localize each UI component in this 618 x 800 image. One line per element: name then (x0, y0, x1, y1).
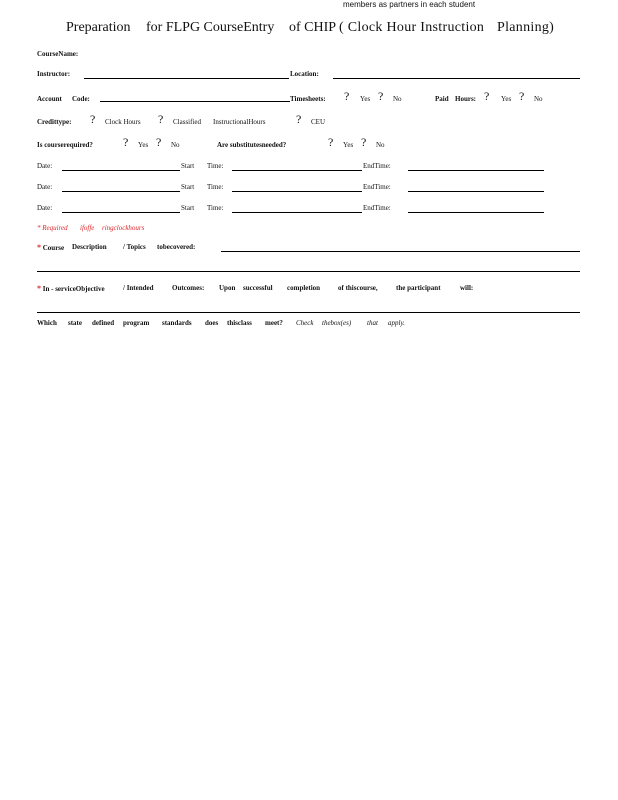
title-word: ( Clock Hour Instruction (339, 20, 485, 35)
date-label: Date: (37, 204, 53, 212)
standards-word: program (123, 319, 150, 327)
start-time-field[interactable] (232, 170, 362, 171)
timesheets-label: Timesheets: (290, 95, 326, 103)
cd-word: / Topics (123, 243, 146, 251)
obj-word: will: (460, 284, 474, 292)
instructor-label: Instructor: (37, 70, 71, 78)
title-word: for FLPG CourseEntry (146, 20, 275, 35)
end-time-label: EndTime: (363, 162, 391, 170)
option-label: Classified (173, 118, 201, 126)
course-required-yes-checkbox[interactable]: ? (123, 135, 129, 149)
objective-field[interactable] (37, 312, 580, 313)
title-word: Preparation (66, 20, 131, 35)
option-label: Yes (138, 141, 149, 149)
paid-hours-yes-checkbox[interactable]: ? (484, 89, 490, 103)
option-label: Clock Hours (105, 118, 141, 126)
option-label: CEU (311, 118, 325, 126)
top-note: members as partners in each student (343, 0, 476, 9)
obj-word: / Intended (123, 284, 154, 292)
start-time-field[interactable] (232, 191, 362, 192)
standards-word: state (68, 319, 82, 327)
classified-checkbox[interactable]: ? (158, 112, 164, 126)
required-star: * (37, 284, 41, 293)
required-word: Required (42, 224, 68, 232)
time-label: Time: (207, 183, 224, 191)
required-note (37, 224, 68, 232)
cd-word: Description (72, 243, 107, 251)
standards-italic-word: thebox(es) (322, 319, 352, 327)
standards-word: meet? (265, 319, 283, 327)
obj-word: completion (287, 284, 321, 292)
end-time-field[interactable] (408, 191, 544, 192)
date-field[interactable] (62, 191, 180, 192)
required-note-word: ifoffe (80, 224, 95, 232)
cd-word: Course (42, 244, 65, 252)
time-label: Time: (207, 204, 224, 212)
subs-needed-label: Are substitutesneeded? (217, 141, 287, 149)
end-time-field[interactable] (408, 212, 544, 213)
clock-hours-checkbox[interactable]: ? (90, 112, 96, 126)
end-time-field[interactable] (408, 170, 544, 171)
title-word: Planning) (497, 20, 555, 35)
course-required-label: Is courserequired? (37, 141, 93, 149)
obj-word: Upon (219, 284, 236, 292)
option-label: Yes (360, 95, 371, 103)
option-label: No (534, 95, 543, 103)
required-note-word: ringclockhours (102, 224, 145, 232)
paid-hours-no-checkbox[interactable]: ? (519, 89, 525, 103)
date-label: Date: (37, 183, 53, 191)
option-label: Yes (501, 95, 512, 103)
timesheets-no-checkbox[interactable]: ? (378, 89, 384, 103)
obj-word: Outcomes: (172, 284, 205, 292)
obj-word: the participant (396, 284, 441, 292)
obj-word: In - serviceObjective (42, 285, 105, 293)
end-time-label: EndTime: (363, 183, 391, 191)
standards-word: Which (37, 319, 57, 327)
standards-italic-word: Check (296, 319, 314, 327)
option-label: No (376, 141, 385, 149)
timesheets-yes-checkbox[interactable]: ? (344, 89, 350, 103)
account-code-field[interactable] (100, 101, 290, 102)
option-label: Yes (343, 141, 354, 149)
standards-italic-word: apply. (388, 319, 405, 327)
obj-word: successful (243, 284, 273, 292)
option-label: No (171, 141, 180, 149)
start-label: Start (181, 162, 195, 170)
title-word: of CHIP (289, 20, 337, 35)
subs-needed-yes-checkbox[interactable]: ? (328, 135, 334, 149)
option-label: No (393, 95, 402, 103)
date-field[interactable] (62, 170, 180, 171)
ceu-checkbox[interactable]: ? (296, 112, 302, 126)
standards-word: thisclass (227, 319, 252, 327)
option-label: InstructionalHours (213, 118, 266, 126)
course-required-no-checkbox[interactable]: ? (156, 135, 162, 149)
standards-word: defined (92, 319, 115, 327)
instructor-field[interactable] (84, 78, 289, 79)
course-description-field[interactable] (221, 251, 580, 252)
location-label: Location: (290, 70, 319, 78)
cd-word: tobecovered: (157, 243, 196, 251)
standards-italic-word: that (367, 319, 378, 327)
start-time-field[interactable] (232, 212, 362, 213)
course-description-label (37, 243, 64, 252)
standards-word: standards (162, 319, 192, 327)
subs-needed-no-checkbox[interactable]: ? (361, 135, 367, 149)
required-star: * (37, 224, 41, 232)
course-description-field-2[interactable] (37, 271, 580, 272)
credit-type-label: Credittype: (37, 118, 72, 126)
end-time-label: EndTime: (363, 204, 391, 212)
objective-label (37, 284, 105, 293)
location-field[interactable] (333, 78, 580, 79)
time-label: Time: (207, 162, 224, 170)
date-field[interactable] (62, 212, 180, 213)
account-code-label-2: Code: (72, 95, 90, 103)
start-label: Start (181, 204, 195, 212)
obj-word: of thiscourse, (338, 284, 378, 292)
paid-hours-label-1: Paid (435, 95, 449, 103)
course-name-label: CourseName: (37, 50, 79, 58)
account-code-label-1: Account (37, 95, 62, 103)
start-label: Start (181, 183, 195, 191)
standards-word: does (205, 319, 219, 327)
required-star: * (37, 243, 41, 252)
date-label: Date: (37, 162, 53, 170)
paid-hours-label-2: Hours: (455, 95, 476, 103)
